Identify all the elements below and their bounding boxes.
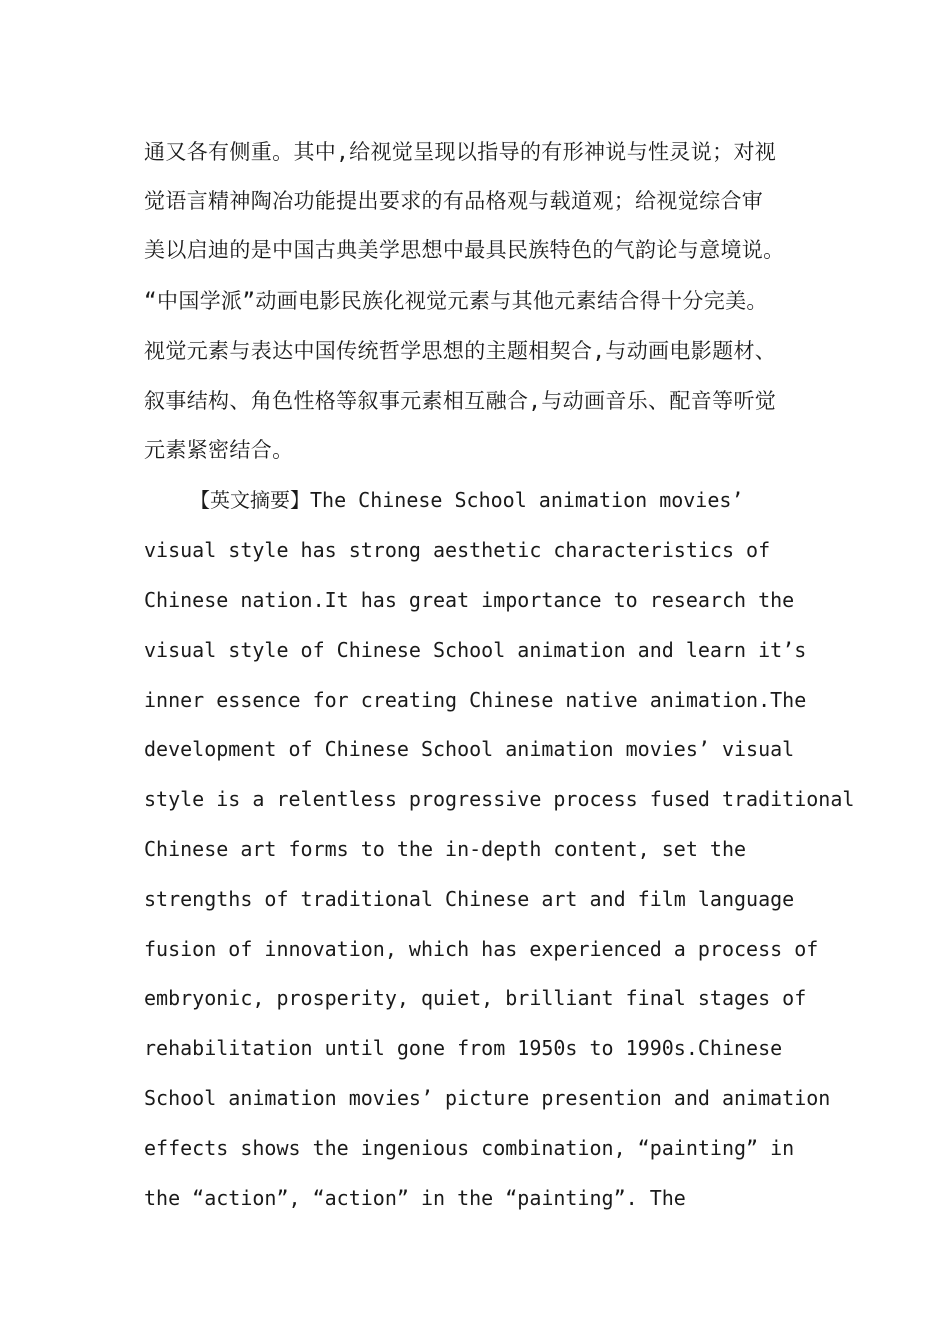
english-abstract-line: fusion of innovation, which has experienced a process of (144, 937, 819, 961)
chinese-abstract-line: “中国学派”动画电影民族化视觉元素与其他元素结合得十分完美。 (144, 289, 768, 313)
english-abstract-line: development of Chinese School animation movies’ visual (144, 737, 795, 761)
english-abstract-line: visual style of Chinese School animation and learn it’s (144, 638, 807, 662)
english-abstract-line: visual style has strong aesthetic characteristics of (144, 538, 771, 562)
english-abstract-line: effects shows the ingenious combination, “painting” in (144, 1136, 795, 1160)
chinese-abstract-line: 通又各有侧重。其中,给视觉呈现以指导的有形神说与性灵说；对视 (144, 140, 777, 164)
chinese-abstract-line: 叙事结构、角色性格等叙事元素相互融合,与动画音乐、配音等听觉 (144, 389, 777, 413)
english-abstract-line: style is a relentless progressive process fused traditional (144, 787, 855, 811)
english-abstract-line: the “action”, “action” in the “painting”. The (144, 1186, 686, 1210)
chinese-abstract-line: 元素紧密结合。 (144, 438, 294, 462)
english-abstract-line: embryonic, prosperity, quiet, brilliant final stages of (144, 986, 807, 1010)
english-abstract-line: Chinese art forms to the in-depth content, set the (144, 837, 747, 861)
english-abstract-line: School animation movies’ picture presention and animation (144, 1086, 831, 1110)
chinese-abstract-line: 美以启迪的是中国古典美学思想中最具民族特色的气韵论与意境说。 (144, 238, 785, 262)
chinese-abstract-line: 觉语言精神陶冶功能提出要求的有品格观与载道观；给视觉综合审 (144, 189, 764, 213)
english-abstract-heading-line: 【英文摘要】The Chinese School animation movies’ (190, 488, 744, 512)
english-abstract-line: inner essence for creating Chinese native animation.The (144, 688, 807, 712)
english-abstract-line: rehabilitation until gone from 1950s to 1990s.Chinese (144, 1036, 783, 1060)
english-abstract-line: Chinese nation.It has great importance to research the (144, 588, 795, 612)
english-abstract-line: strengths of traditional Chinese art and film language (144, 887, 795, 911)
chinese-abstract-line: 视觉元素与表达中国传统哲学思想的主题相契合,与动画电影题材、 (144, 339, 777, 363)
